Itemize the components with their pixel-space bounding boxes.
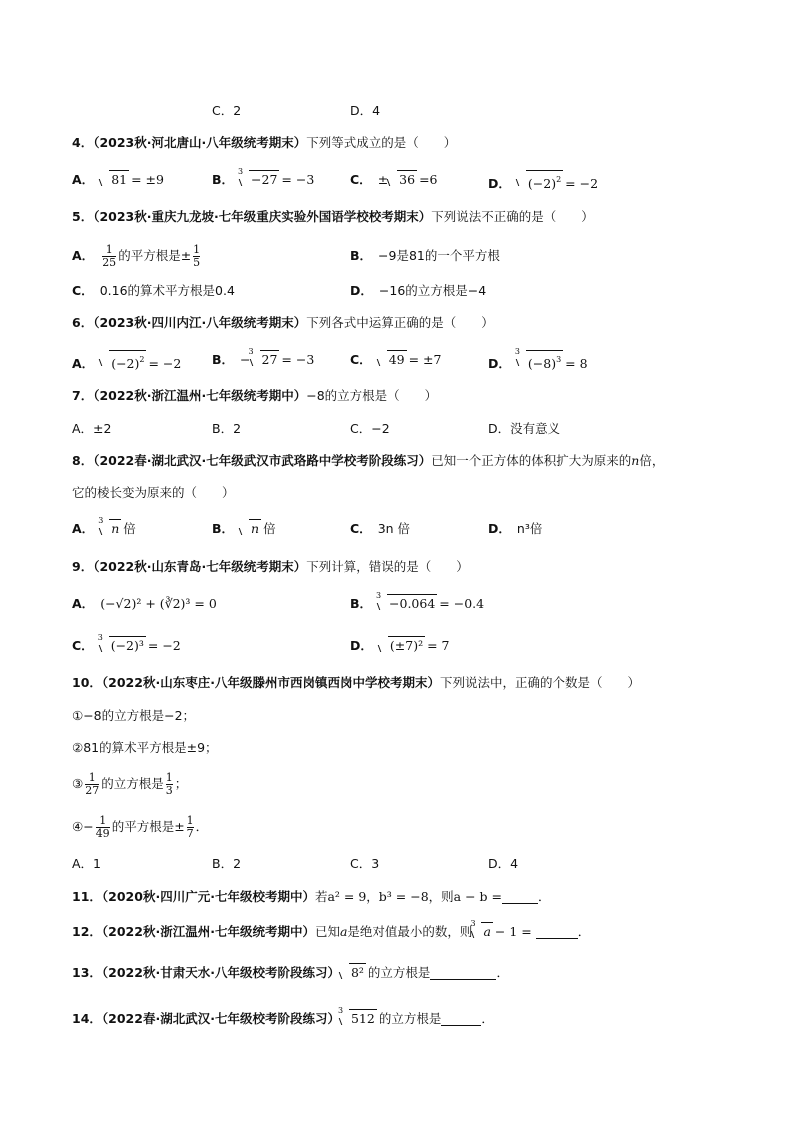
q10-statement-4: ④− $\frac{1}{49}$ 的平方根是± $\frac{1}{7}$ ． (72, 814, 209, 840)
q10-option-b: B．2 (212, 856, 242, 871)
question-8-stem-cont: 它的棱长变为原来的（ ） (72, 485, 235, 500)
question-10-stem: 10．（2022秋·山东枣庄·八年级滕州市西岗镇西岗中学校考期末）下列说法中，正确的个数是（ ） (72, 675, 640, 690)
question-7-stem: 7．（2022秋·浙江温州·七年级统考期中）−8的立方根是（ ） (72, 388, 438, 403)
q13-answer-blank[interactable] (430, 965, 496, 980)
q10-option-a: A．1 (72, 856, 102, 871)
q3-option-d: D．4 (350, 103, 381, 118)
q5-option-c: C． 0.16的算术平方根是0.4 (72, 283, 235, 298)
q8-option-d: D． n³倍 (488, 521, 543, 536)
q4-option-c: C． ± 36 =6 (350, 170, 438, 190)
question-5-stem: 5．（2023秋·重庆九龙坡·七年级重庆实验外国语学校校考期末）下列说法不正确的是（ ） (72, 209, 594, 224)
q3-option-c: C．2 (212, 103, 242, 118)
q10-option-c: C．3 (350, 856, 380, 871)
q7-option-d: D．没有意义 (488, 421, 561, 436)
question-8-stem: 8．（2022春·湖北武汉·七年级武汉市武珞路中学校考阶段练习）已知一个正方体的体积扩大为原来的n倍， (72, 453, 665, 468)
q8-option-c: C． 3n 倍 (350, 521, 411, 536)
q9-option-b: B． 3 −0.064 = −0.4 (350, 594, 484, 614)
q6-option-d: D． 3 $(-8)^3 = 8$ (488, 350, 588, 374)
question-13: 13．（2022秋·甘肃天水·八年级校考阶段练习） 8² 的立方根是 ． (72, 963, 509, 983)
q9-option-a: A． (−√2)² + (∛2)³ = 0 (72, 596, 217, 611)
q10-statement-3: ③ $\frac{1}{27}$ 的立方根是 $\frac{1}{3}$ ； (72, 771, 188, 797)
q8-option-a: A． 3 n 倍 (72, 519, 136, 539)
q5-option-b: B． −9是81的一个平方根 (350, 248, 500, 263)
q6-option-a: A． $(-2)^2 = -2$ (72, 350, 181, 374)
question-12: 12．（2022秋·浙江温州·七年级统考期中）已知a是绝对值最小的数，则 3 a − 1 = ． (72, 922, 590, 942)
q4-option-d: D． $(-2)^2 = -2$ (488, 170, 598, 194)
question-9-stem: 9．（2022秋·山东青岛·七年级统考期末）下列计算，错误的是（ ） (72, 559, 469, 574)
q8-option-b: B． n 倍 (212, 519, 276, 539)
q14-answer-blank[interactable] (441, 1011, 481, 1026)
q10-statement-2: ②81的算术平方根是±9； (72, 740, 218, 755)
q10-statement-1: ①−8的立方根是−2； (72, 708, 196, 723)
q7-option-b: B．2 (212, 421, 242, 436)
question-14: 14．（2022春·湖北武汉·七年级校考阶段练习） 3 512 的立方根是 ． (72, 1009, 494, 1029)
q6-option-c: C． 49 = ±7 (350, 350, 441, 370)
question-11: 11．（2020秋·四川广元·七年级校考期中）若a² = 9，b³ = −8，则a − b = ． (72, 889, 551, 904)
q4-option-a: A． 81 = ±9 (72, 170, 164, 190)
q7-option-a: A．±2 (72, 421, 112, 436)
question-6-stem: 6．（2023秋·四川内江·八年级统考期末）下列各式中运算正确的是（ ） (72, 315, 494, 330)
q9-option-d: D． (±7)² = 7 (350, 636, 450, 656)
q5-option-a: A． $\frac{1}{25}$ 的平方根是± $\frac{1}{5}$ (72, 243, 201, 269)
q9-option-c: C． 3 (−2)³ = −2 (72, 636, 181, 656)
q5-option-d: D． −16的立方根是−4 (350, 283, 487, 298)
q6-option-b: B． − 3 27 = −3 (212, 350, 314, 370)
q12-answer-blank[interactable] (536, 924, 578, 939)
q7-option-c: C．−2 (350, 421, 390, 436)
q11-answer-blank[interactable] (502, 889, 538, 904)
q4-option-b: B． 3 −27 = −3 (212, 170, 314, 190)
question-4-stem: 4．（2023秋·河北唐山·八年级统考期末）下列等式成立的是（ ） (72, 135, 457, 150)
q10-option-d: D．4 (488, 856, 519, 871)
